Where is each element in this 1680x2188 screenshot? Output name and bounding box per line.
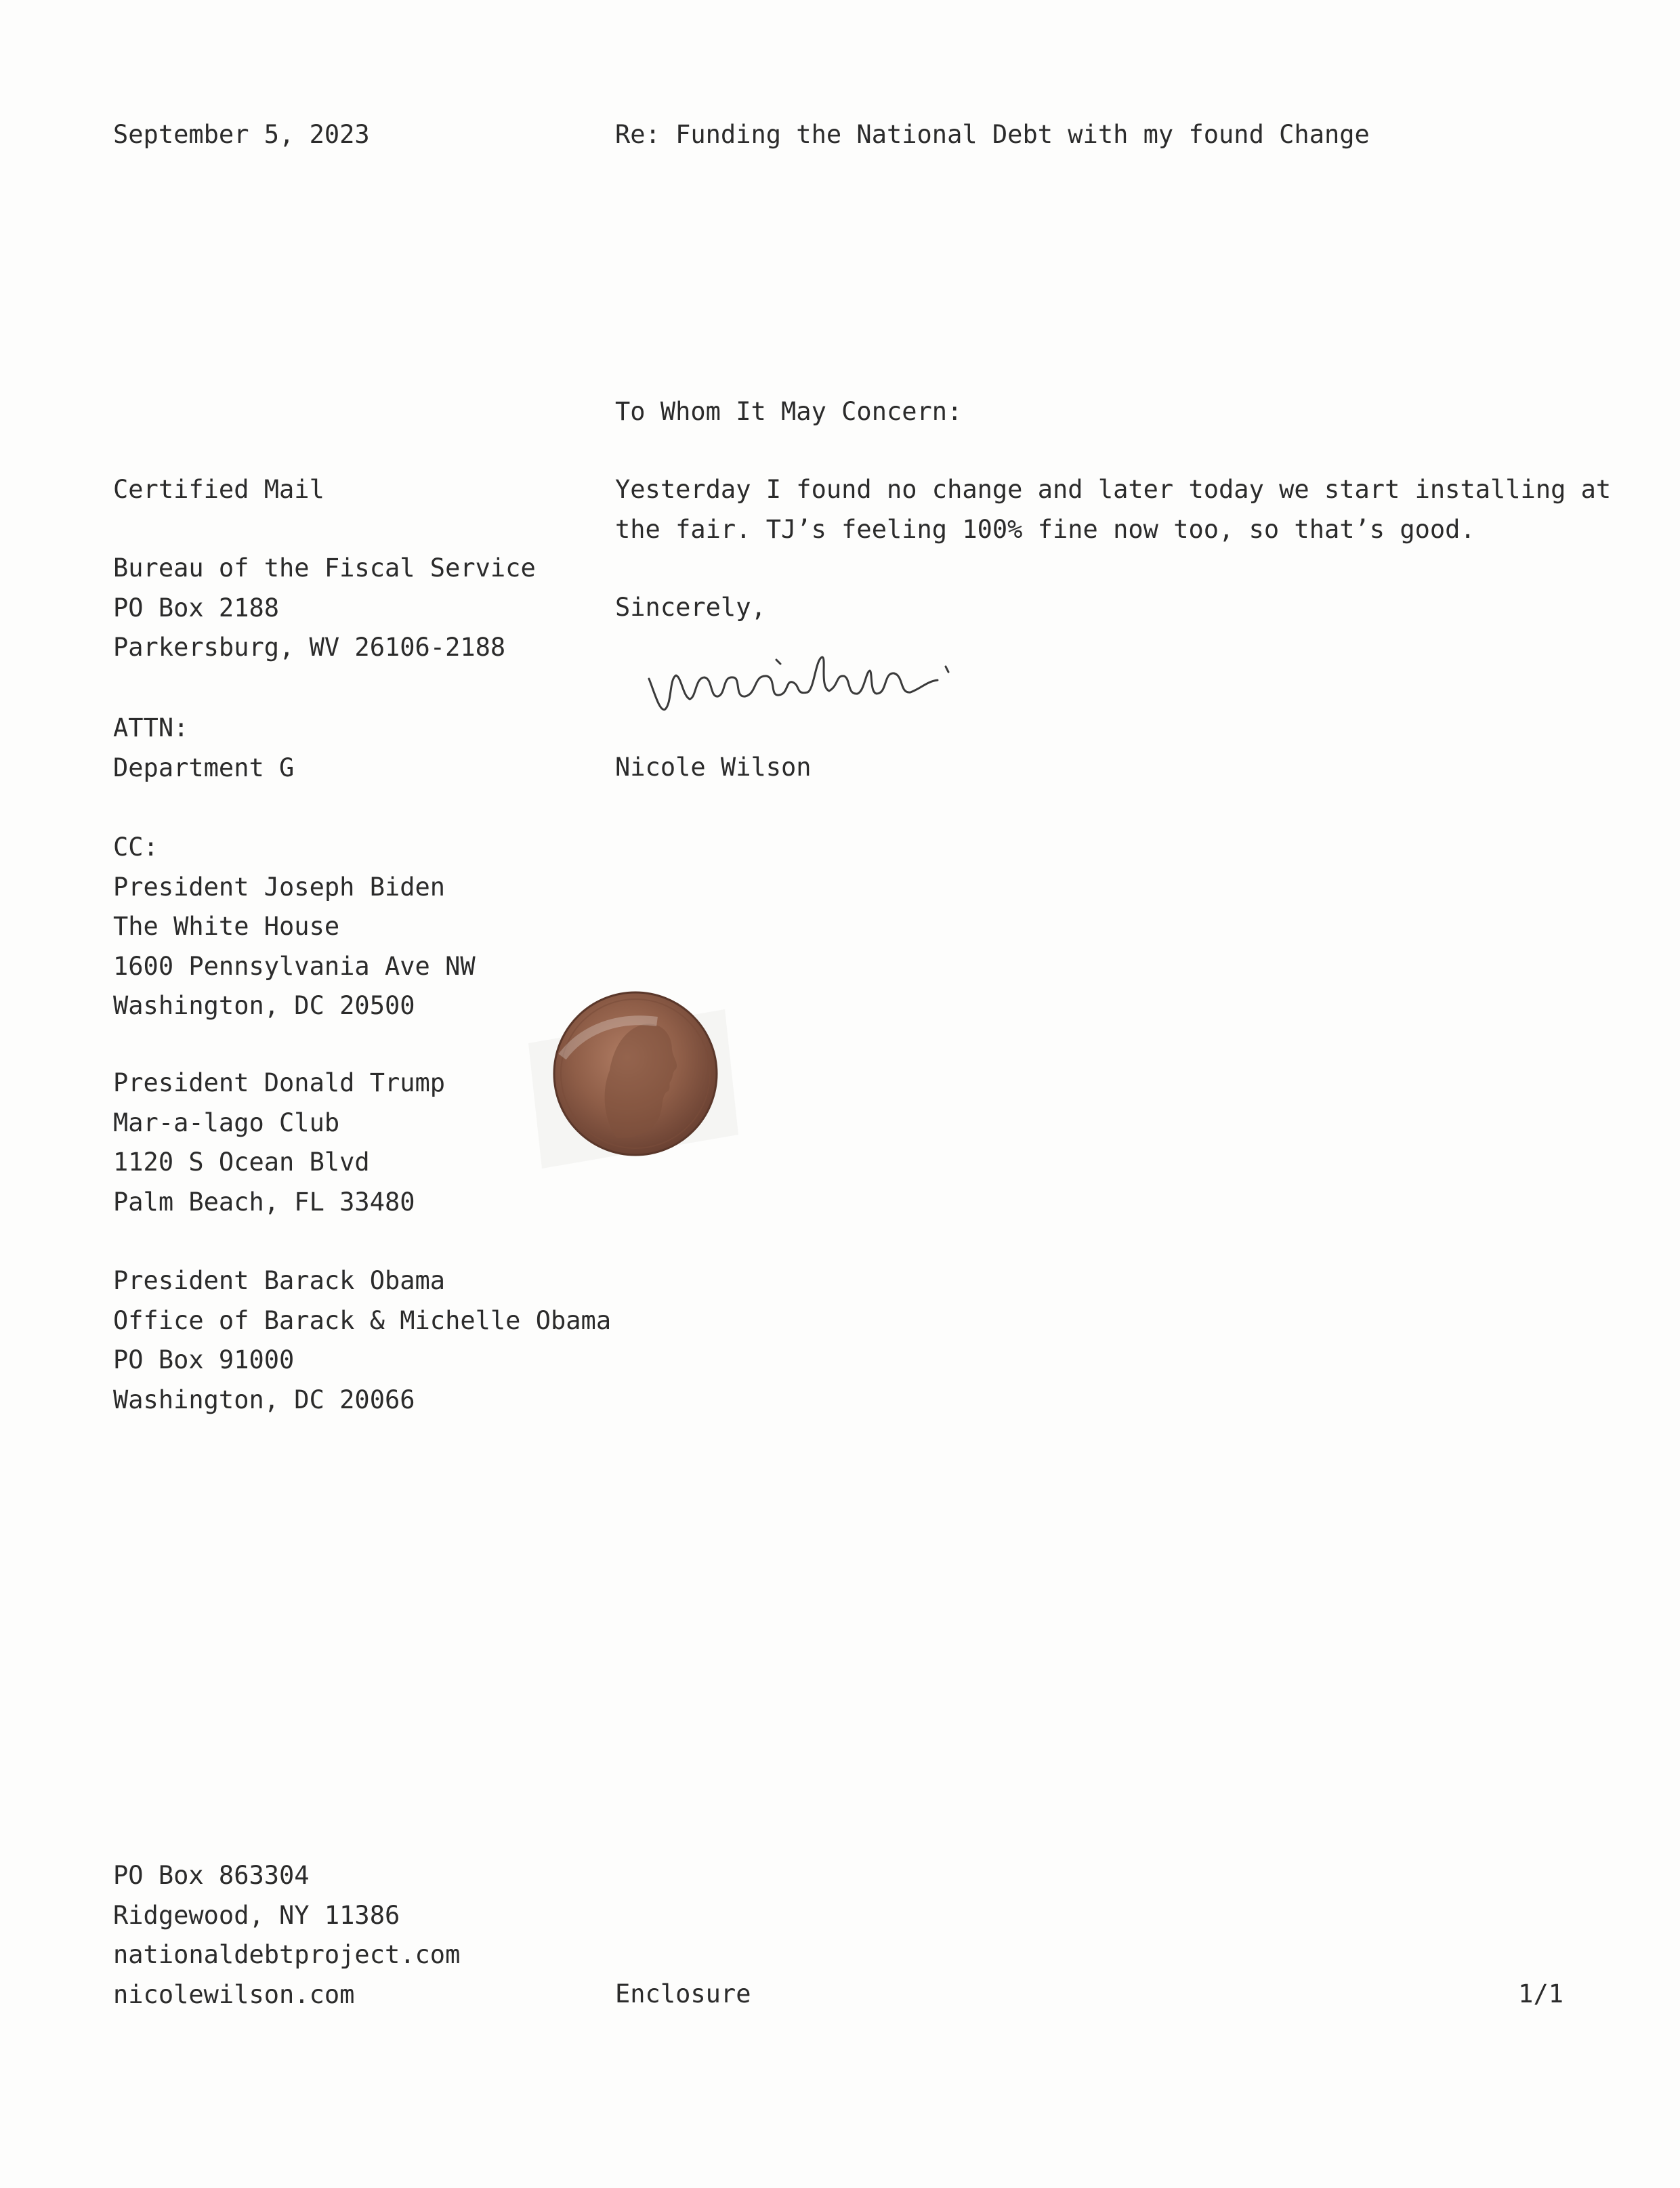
address-line: President Donald Trump <box>113 1068 446 1097</box>
address-line: Palm Beach, FL 33480 <box>113 1187 415 1217</box>
address-line: Office of Barack & Michelle Obama <box>113 1305 612 1335</box>
attn-label: ATTN: <box>113 713 189 742</box>
address-line: Bureau of the Fiscal Service <box>113 553 536 583</box>
address-line: President Barack Obama <box>113 1266 446 1295</box>
website-link[interactable]: nationaldebtproject.com <box>113 1940 461 1969</box>
attention-block <box>113 709 294 788</box>
signer-name: Nicole Wilson <box>615 753 812 782</box>
mail-method: Certified Mail <box>113 475 324 504</box>
letter-body <box>615 470 1612 549</box>
cc-label: CC: <box>113 833 159 862</box>
page-number: 1/1 <box>1518 1979 1563 2008</box>
cc-block-biden <box>113 828 476 1026</box>
address-line: PO Box 863304 <box>113 1861 310 1890</box>
address-line: Washington, DC 20066 <box>113 1385 415 1414</box>
address-line: The White House <box>113 912 340 941</box>
signature-drawing <box>642 645 981 726</box>
body-line: the fair. TJ’s feeling 100% fine now too, so that’s good. <box>615 514 1475 544</box>
letter-subject: Re: Funding the National Debt with my found Change <box>615 120 1370 149</box>
enclosure-note: Enclosure <box>615 1979 751 2008</box>
cc-block-trump <box>113 1064 445 1222</box>
address-line: PO Box 91000 <box>113 1345 295 1374</box>
signature-image <box>642 645 981 726</box>
address-line: President Joseph Biden <box>113 872 446 902</box>
body-line: Yesterday I found no change and later today we start installing at <box>615 475 1612 504</box>
letter-date: September 5, 2023 <box>113 120 370 149</box>
penny-image <box>522 982 745 1179</box>
sender-address <box>113 1856 460 2015</box>
salutation: To Whom It May Concern: <box>615 397 963 426</box>
address-line: Mar-a-lago Club <box>113 1108 340 1137</box>
closing: Sincerely, <box>615 593 766 622</box>
address-line: PO Box 2188 <box>113 593 280 623</box>
penny-enclosure <box>522 982 745 1179</box>
attn-value: Department G <box>113 753 295 782</box>
address-line: Parkersburg, WV 26106-2188 <box>113 633 506 662</box>
address-line: Washington, DC 20500 <box>113 991 415 1020</box>
website-link[interactable]: nicolewilson.com <box>113 1979 355 2009</box>
address-line: 1120 S Ocean Blvd <box>113 1148 370 1177</box>
address-line: Ridgewood, NY 11386 <box>113 1900 400 1930</box>
cc-block-obama <box>113 1261 611 1420</box>
address-line: 1600 Pennsylvania Ave NW <box>113 951 476 981</box>
recipient-address <box>113 549 536 668</box>
